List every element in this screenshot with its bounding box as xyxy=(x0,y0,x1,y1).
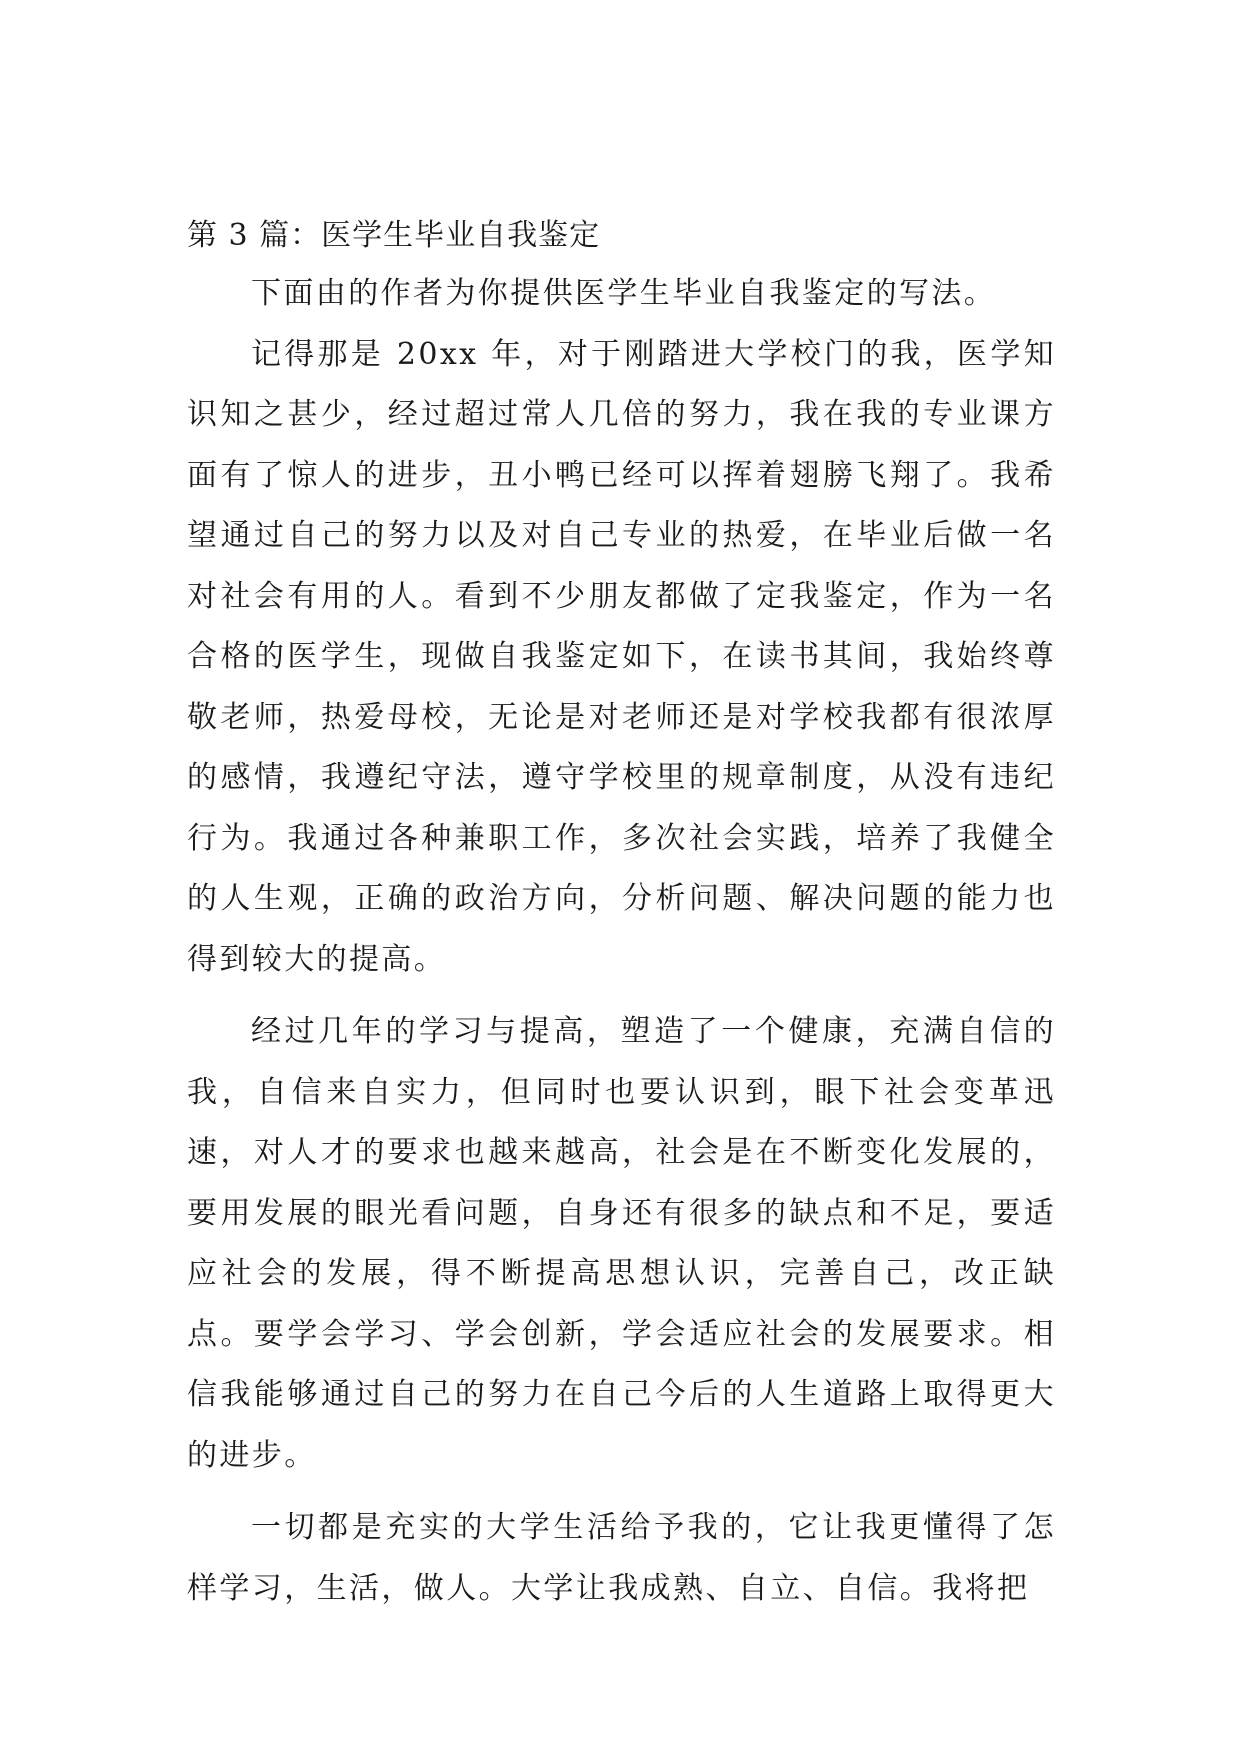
paragraph-2: 经过几年的学习与提高，塑造了一个健康，充满自信的我，自信来自实力，但同时也要认识到，眼下社会变革迅速，对人才的要求也越来越高，社会是在不断变化发展的，要用发展的眼光看问题，自身还有很多的缺点和不足，要适应社会的发展，得不断提高思想认识，完善自己，改正缺点。要学会学习、学会创新，学会适应社会的发展要求。相信我能够通过自己的努力在自己今后的人生道路上取得更大的进步。 xyxy=(187,1014,1056,1473)
paragraph-gap xyxy=(187,990,1056,1002)
paragraph-gap xyxy=(187,1486,1056,1498)
paragraph-3: 一切都是充实的大学生活给予我的，它让我更懂得了怎样学习，生活，做人。大学让我成熟、自立、自信。我将把 xyxy=(187,1510,1056,1606)
paragraph-intro: 下面由的作者为你提供医学生毕业自我鉴定的写法。 xyxy=(251,276,997,311)
document-title: 第 3 篇：医学生毕业自我鉴定 xyxy=(187,218,601,253)
document-body xyxy=(187,208,1056,1619)
paragraph-1: 记得那是 20xx 年，对于刚踏进大学校门的我，医学知识知之甚少，经过超过常人几倍的努力，我在我的专业课方面有了惊人的进步，丑小鸭已经可以挥着翅膀飞翔了。我希望通过自己的努力以及对自己专业的热爱，在毕业后做一名对社会有用的人。看到不少朋友都做了定我鉴定，作为一名合格的医学生，现做自我鉴定如下，在读书其间，我始终尊敬老师，热爱母校，无论是对老师还是对学校我都有很浓厚的感情，我遵纪守法，遵守学校里的规章制度，从没有违纪行为。我通过各种兼职工作，多次社会实践，培养了我健全的人生观，正确的政治方向，分析问题、解决问题的能力也得到较大的提高。 xyxy=(187,336,1056,977)
